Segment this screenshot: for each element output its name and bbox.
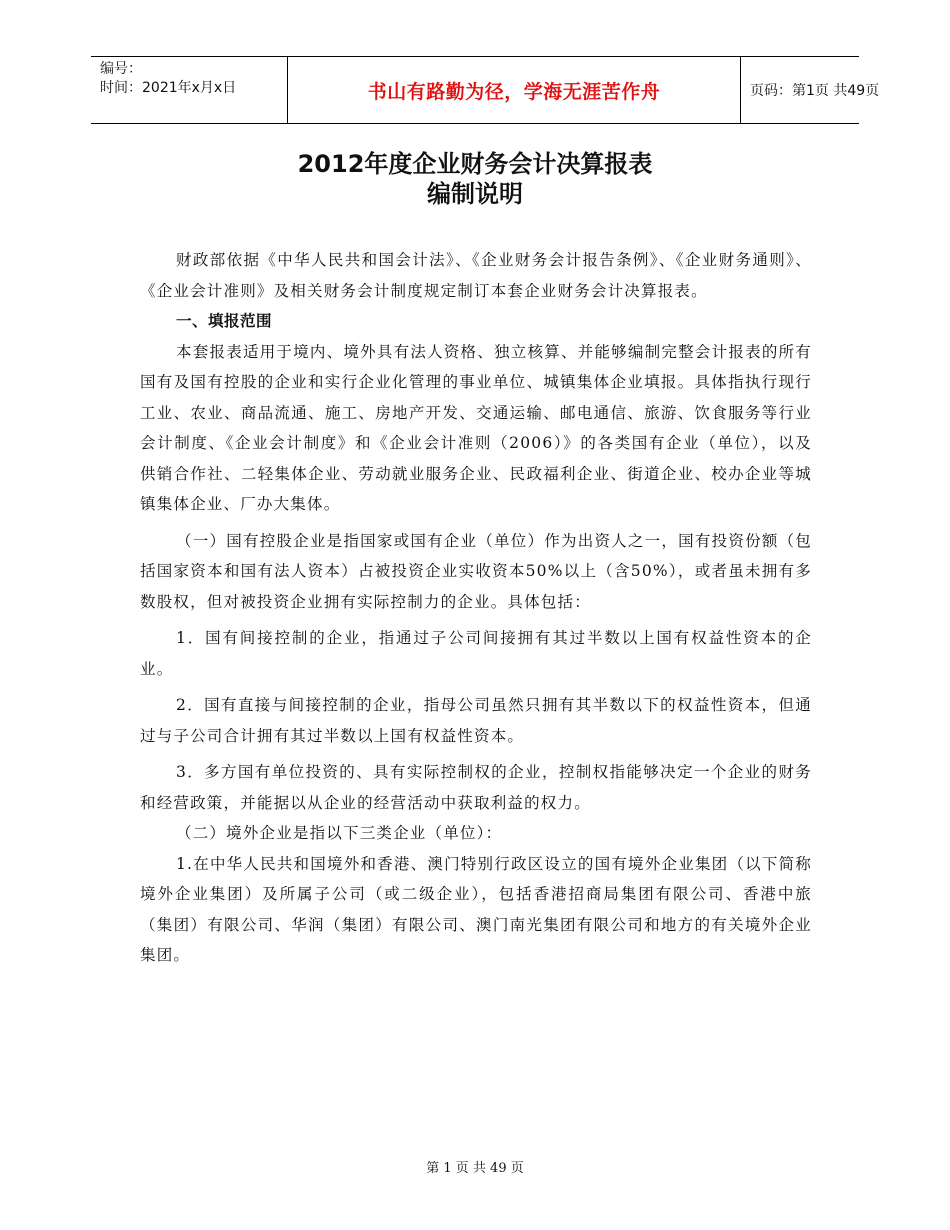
subsection-paragraph: （一）国有控股企业是指国家或国有企业（单位）作为出资人之一，国有投资份额（包括国家资本和国有法人资本）占被投资企业实收资本50%以上（含50%），或者虽未拥有多数股权，但对被投资企业拥有实际控制力的企业。具体包括： <box>140 531 812 611</box>
list-item-paragraph: 1．国有间接控制的企业，指通过子公司间接拥有其过半数以上国有权益性资本的企业。 <box>140 629 812 678</box>
scope-paragraph: 本套报表适用于境内、境外具有法人资格、独立核算、并能够编制完整会计报表的所有国有及国有控股的企业和实行企业化管理的事业单位、城镇集体企业填报。具体指执行现行工业、农业、商品流通、施工、房地产开发、交通运输、邮电通信、旅游、饮食服务等行业会计制度、《企业会计制度》和《企业会计准则（2006）》的各类国有企业（单位），以及供销合作社、二轻集体企业、劳动就业服务企业、民政福利企业、街道企业、校办企业等城镇集体企业、厂办大集体。 <box>140 342 812 513</box>
serial-number-label: 编号： <box>100 61 142 77</box>
document-title: 2012年度企业财务会计决算报表 <box>297 150 653 178</box>
document-body <box>140 245 812 971</box>
motto-text: 书山有路勤为径，学海无涯苦作舟 <box>287 57 741 123</box>
list-item-paragraph: 2．国有直接与间接控制的企业，指母公司虽然只拥有其半数以下的权益性资本，但通过与子公司合计拥有其过半数以上国有权益性资本。 <box>140 696 812 745</box>
page-info: 页码：第1页 共49页 <box>750 83 880 99</box>
section-heading: 一、填报范围 <box>176 312 273 330</box>
intro-paragraph: 财政部依据《中华人民共和国会计法》、《企业财务会计报告条例》、《企业财务通则》、《企业会计准则》及相关财务会计制度规定制订本套企业财务会计决算报表。 <box>140 251 812 300</box>
date-label: 时间：2021年x月x日 <box>100 80 237 96</box>
header-meta-cell <box>91 57 287 123</box>
document-subtitle: 编制说明 <box>427 180 523 208</box>
list-item-paragraph: 1.在中华人民共和国境外和香港、澳门特别行政区设立的国有境外企业集团（以下简称境外企业集团）及所属子公司（或二级企业），包括香港招商局集团有限公司、香港中旅（集团）有限公司、华润（集团）有限公司、澳门南光集团有限公司和地方的有关境外企业集团。 <box>140 854 812 964</box>
list-item-paragraph: 3．多方国有单位投资的、具有实际控制权的企业，控制权指能够决定一个企业的财务和经营政策，并能据以从企业的经营活动中获取利益的权力。 <box>140 763 812 812</box>
page-footer: 第 1 页 共 49 页 <box>426 1161 524 1176</box>
subsection-paragraph: （二）境外企业是指以下三类企业（单位）： <box>176 824 503 842</box>
document-header-table <box>91 56 880 124</box>
